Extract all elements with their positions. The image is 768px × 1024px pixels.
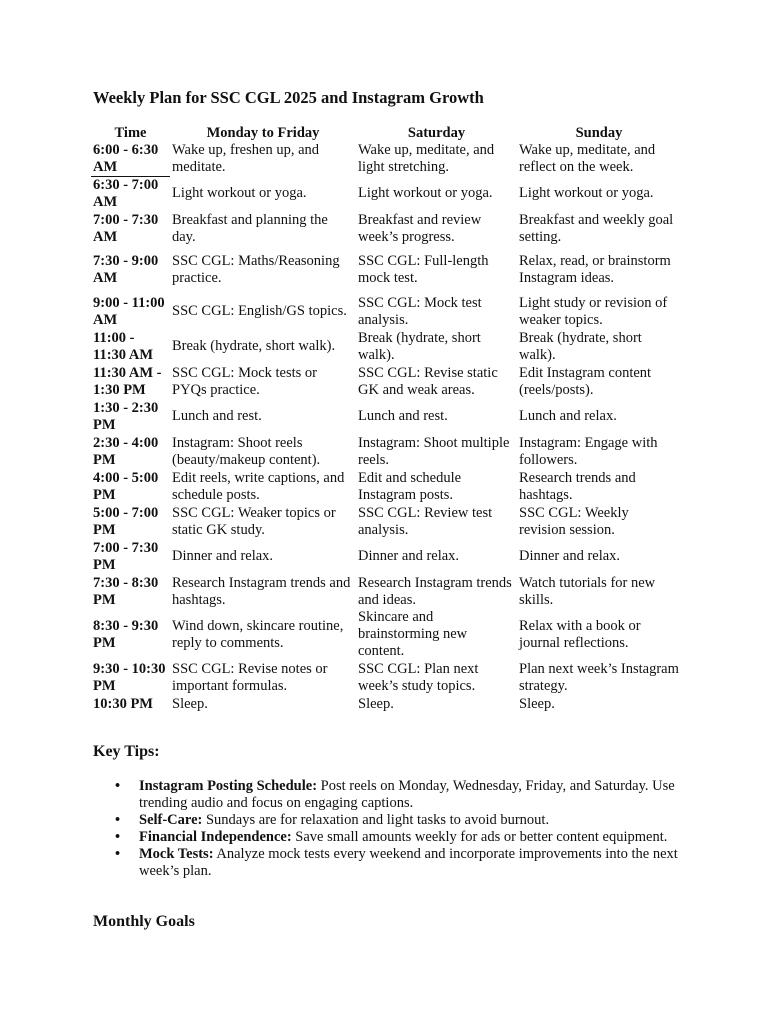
weekday-cell: Wind down, skincare routine, reply to comments. [172,617,344,651]
document-title: Weekly Plan for SSC CGL 2025 and Instagram Growth [93,88,484,107]
saturday-cell: Breakfast and review week’s progress. [358,211,482,245]
time-cell: 7:00 - 7:30 PM [93,539,159,573]
table-row [91,211,681,246]
table-row [91,469,681,504]
sunday-cell: Relax with a book or journal reflections. [519,617,641,651]
time-cell: 2:30 - 4:00 PM [93,434,159,468]
saturday-cell: Lunch and rest. [358,408,448,424]
saturday-cell: SSC CGL: Revise static GK and weak areas. [358,364,498,398]
key-tips-heading: Key Tips: [93,743,160,760]
table-row [91,246,681,294]
weekday-cell: Dinner and relax. [172,548,274,564]
tip-label: Self-Care: [139,812,203,828]
tip-item [115,829,683,846]
weekday-cell: Light workout or yoga. [172,185,307,202]
table-row [91,504,681,539]
sunday-cell: Relax, read, or brainstorm Instagram ideas. [519,253,671,286]
weekday-cell: Lunch and rest. [172,408,262,424]
tip-label: Mock Tests: [139,846,214,862]
weekday-cell: SSC CGL: Maths/Reasoning practice. [172,253,340,286]
weekday-cell: Instagram: Shoot reels (beauty/makeup content). [172,434,321,468]
time-cell: 9:00 - 11:00 AM [93,294,165,328]
saturday-cell: Dinner and relax. [358,548,460,564]
table-row [91,660,681,695]
table-row [91,142,681,177]
header-monday-to-friday: Monday to Friday [206,124,320,141]
monthly-goals-heading: Monthly Goals [93,913,195,930]
weekday-cell: Research Instagram trends and hashtags. [172,574,351,608]
table-row [91,539,681,574]
saturday-cell: Wake up, meditate, and light stretching. [358,142,495,176]
saturday-cell: Skincare and brainstorming new content. [358,609,468,659]
sunday-cell: Dinner and relax. [519,548,621,564]
sunday-cell: Sleep. [519,695,555,712]
sunday-cell: Instagram: Engage with followers. [519,434,658,468]
weekday-cell: Breakfast and planning the day. [172,211,328,245]
time-cell: 8:30 - 9:30 PM [93,617,159,651]
saturday-cell: Instagram: Shoot multiple reels. [358,434,510,468]
sunday-cell: Light study or revision of weaker topics. [519,294,668,328]
saturday-cell: Light workout or yoga. [358,185,493,202]
table-row [91,399,681,434]
bullet-icon: • [115,829,121,845]
sunday-cell: SSC CGL: Weekly revision session. [519,504,629,538]
table-row [91,294,681,329]
weekday-cell: SSC CGL: Mock tests or PYQs practice. [172,364,318,398]
table-row [91,434,681,469]
header-saturday: Saturday [407,124,466,141]
tip-text: Post reels on Monday, Wednesday, Friday, and Saturday. Use trending audio and focus on engaging captions. [139,778,675,811]
bullet-icon: • [115,846,121,862]
weekly-plan-table [91,124,681,713]
time-cell: 1:30 - 2:30 PM [93,399,159,433]
tip-item [115,778,683,812]
time-cell: 9:30 - 10:30 PM [93,660,166,694]
sunday-cell: Break (hydrate, short walk). [519,329,642,363]
sunday-cell: Edit Instagram content (reels/posts). [519,364,652,398]
saturday-cell: SSC CGL: Review test analysis. [358,504,493,538]
tip-text: Analyze mock tests every weekend and incorporate improvements into the next week’s plan. [139,846,678,879]
saturday-cell: Research Instagram trends and ideas. [358,574,512,608]
sunday-cell: Light workout or yoga. [519,185,654,202]
weekday-cell: SSC CGL: English/GS topics. [172,303,347,319]
sunday-cell: Lunch and relax. [519,408,617,424]
tip-label: Instagram Posting Schedule: [139,778,318,794]
sunday-cell: Breakfast and weekly goal setting. [519,211,674,245]
weekday-cell: Sleep. [172,695,208,712]
time-cell: 4:00 - 5:00 PM [93,469,159,503]
key-tips-list [93,778,683,880]
tip-label: Financial Independence: [139,829,292,845]
time-cell: 6:00 - 6:30 AM [91,142,170,177]
time-cell: 7:00 - 7:30 AM [93,211,159,245]
table-row [91,329,681,364]
time-cell: 7:30 - 9:00 AM [93,253,159,286]
header-sunday: Sunday [575,124,623,141]
saturday-cell: SSC CGL: Full-length mock test. [358,253,489,286]
weekday-cell: Wake up, freshen up, and meditate. [172,142,320,176]
time-cell: 7:30 - 8:30 PM [93,574,159,608]
tip-item [115,812,683,829]
time-cell: 6:30 - 7:00 AM [93,177,159,210]
table-row [91,609,681,660]
tip-text: Save small amounts weekly for ads or better content equipment. [291,829,668,845]
table-row [91,364,681,399]
table-header-row [91,124,681,142]
table-row [91,177,681,212]
sunday-cell: Watch tutorials for new skills. [519,574,656,608]
weekday-cell: Edit reels, write captions, and schedule posts. [172,469,345,503]
saturday-cell: SSC CGL: Mock test analysis. [358,294,482,328]
time-cell: 11:00 - 11:30 AM [93,329,154,363]
bullet-icon: • [115,778,121,794]
weekday-cell: SSC CGL: Revise notes or important formulas. [172,660,328,694]
time-cell: 11:30 AM - 1:30 PM [93,364,162,398]
saturday-cell: Break (hydrate, short walk). [358,329,481,363]
saturday-cell: Sleep. [358,695,394,712]
sunday-cell: Plan next week’s Instagram strategy. [519,660,679,694]
time-cell: 5:00 - 7:00 PM [93,504,159,538]
bullet-icon: • [115,812,121,828]
time-cell: 10:30 PM [93,695,153,712]
sunday-cell: Research trends and hashtags. [519,469,636,503]
saturday-cell: Edit and schedule Instagram posts. [358,469,462,503]
table-row [91,574,681,609]
weekday-cell: SSC CGL: Weaker topics or static GK study. [172,504,336,538]
table-row [91,695,681,713]
tip-text: Sundays are for relaxation and light tasks to avoid burnout. [202,812,550,828]
tip-item [115,846,683,880]
sunday-cell: Wake up, meditate, and reflect on the week. [519,142,656,176]
header-time: Time [114,124,147,141]
table-body [91,142,681,713]
weekday-cell: Break (hydrate, short walk). [172,338,336,354]
saturday-cell: SSC CGL: Plan next week’s study topics. [358,660,479,694]
